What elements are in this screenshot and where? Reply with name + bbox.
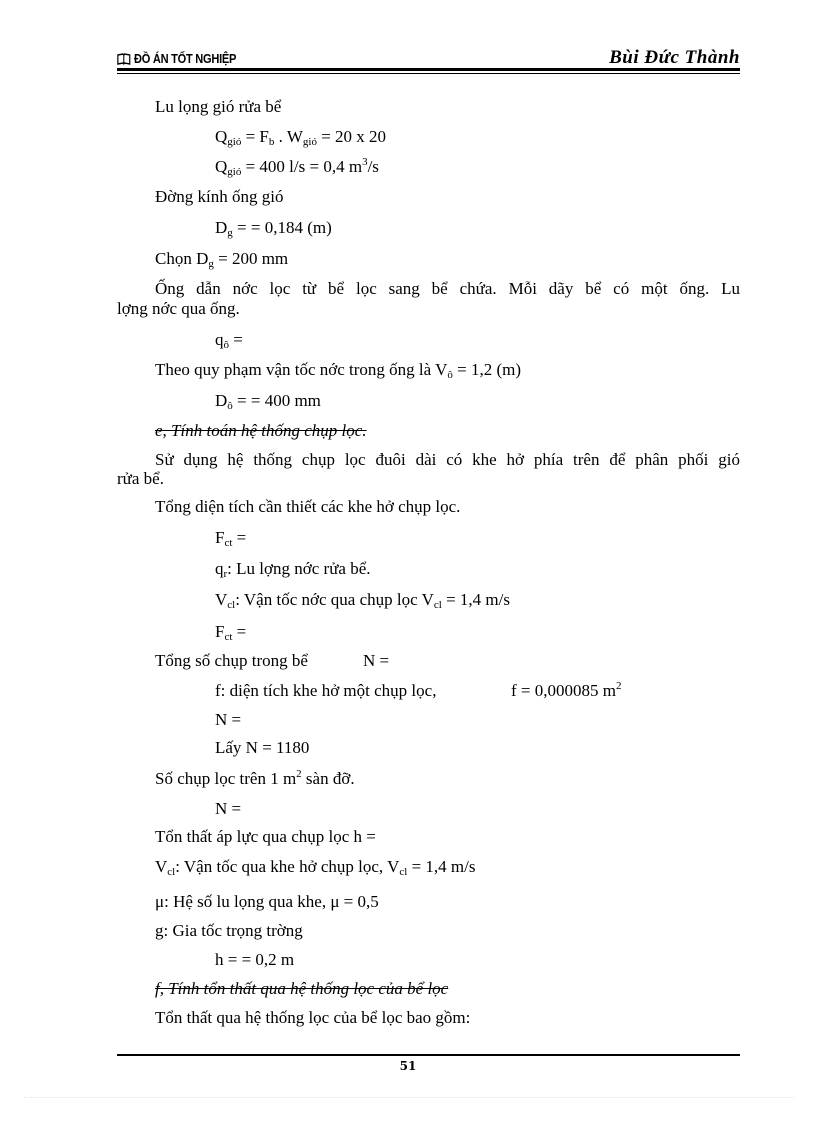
text-line: Số chụp lọc trên 1 $m^2$ sàn đỡ. — [155, 768, 355, 788]
formula-line: Theo quy phạm vận tốc nớc trong ống là $V_ô = 1,2$ (m) — [155, 360, 522, 381]
text-line: Tổn thất áp lực qua chụp lọc h = — [155, 827, 376, 846]
paragraph-line: Ống dẫn nớc lọc từ bể lọc sang bể chứa. Mỗi dãy bể có một ống. Lu — [155, 279, 740, 298]
text-line: Tổng số chụp trong bể — [155, 651, 308, 670]
formula-line: $V_{cl}$: Vận tốc nớc qua chụp lọc $V_{cl} = 1,4$ m/s — [215, 590, 510, 611]
formula-line: $Q_{gió} = F_b$ . $W_{gió} = 20$ x 20 — [215, 127, 387, 148]
formula-line: N = — [363, 651, 390, 670]
page-edge-divider — [24, 1097, 794, 1098]
page-number: 51 — [399, 1059, 417, 1073]
section-heading: e, Tính toán hệ thống chụp lọc. — [155, 421, 367, 440]
formula-line: f = 0,000085 $m^2$ — [511, 680, 622, 700]
formula-line: $D_g$ = = 0,184 (m) — [215, 218, 332, 239]
formula-line: $q_ô$ = — [215, 330, 243, 351]
footer-rule — [117, 1054, 740, 1056]
formula-line: $F_{ct}$ = — [215, 622, 247, 643]
header-title-text: ĐỒ ÁN TỐT NGHIỆP — [134, 51, 237, 66]
header-rule-thin — [117, 73, 740, 74]
formula-line: $D_ô$ = = 400 mm — [215, 391, 321, 412]
header-author: Bùi Đức Thành — [609, 47, 740, 68]
text-line: f: diện tích khe hở một chụp lọc, — [215, 681, 437, 700]
formula-line: $Q_{gió} = 400$ l/s = 0,4 $m^3/s$ — [215, 156, 379, 178]
formula-line: Chọn $D_g = 200$ mm — [155, 249, 289, 270]
formula-line: $F_{ct}$ = — [215, 528, 247, 549]
text-line: Đờng kính ống gió — [155, 187, 284, 206]
paragraph-line: lợng nớc qua ống. — [117, 299, 240, 318]
formula-line: $V_{cl}$: Vận tốc qua khe hở chụp lọc, $V_{cl} = 1,4$ m/s — [155, 857, 476, 878]
formula-line: N = — [215, 710, 242, 729]
formula-line: N = — [215, 799, 242, 818]
paragraph-line: Sử dụng hệ thống chụp lọc đuôi dài có khe hở phía trên để phân phối gió — [155, 450, 740, 469]
text-line: Tổng diện tích cần thiết các khe hở chụp lọc. — [155, 497, 461, 516]
section-heading: f, Tính tổn thất qua hệ thống lọc của bể lọc — [155, 979, 449, 998]
formula-line: $q_r$: Lu lợng nớc rửa bể. — [215, 559, 371, 580]
text-line: μ: Hệ số lu lọng qua khe, μ = 0,5 — [155, 892, 379, 911]
book-icon — [117, 53, 131, 65]
text-line: g: Gia tốc trọng trờng — [155, 921, 303, 940]
text-line: Tổn thất qua hệ thống lọc của bể lọc bao gồm: — [155, 1008, 471, 1027]
document-header-title — [117, 51, 236, 66]
formula-line: h = = 0,2 m — [215, 950, 295, 969]
header-rule-thick — [117, 68, 740, 71]
text-line: Lấy N = 1180 — [215, 738, 310, 757]
paragraph-line: rửa bể. — [117, 469, 164, 488]
text-line: Lu lọng gió rửa bể — [155, 97, 282, 116]
